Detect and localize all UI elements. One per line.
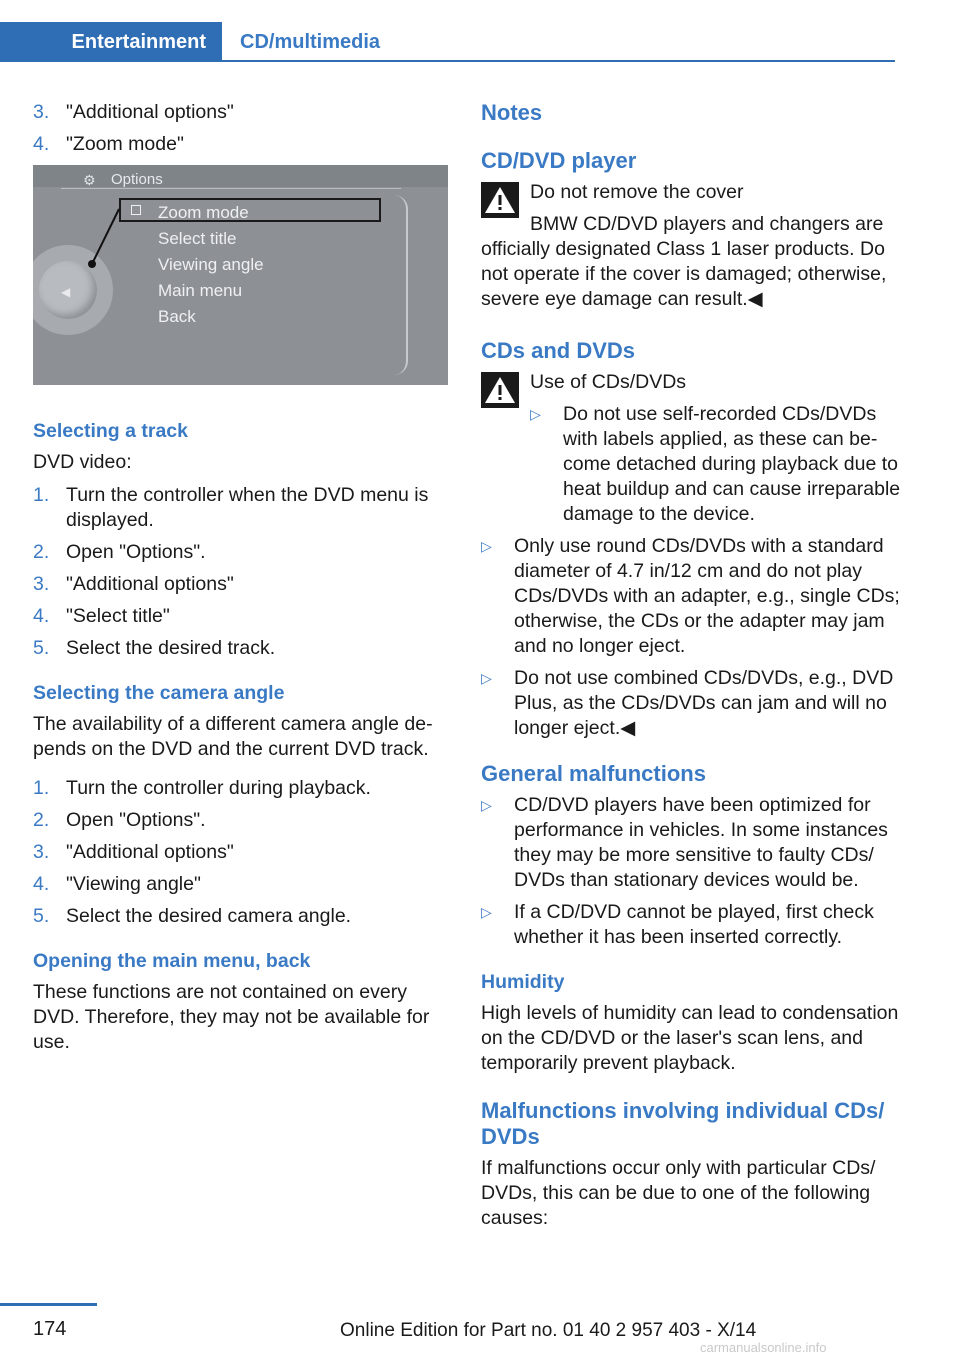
- step-item: [33, 540, 448, 565]
- step-text: Open "Options".: [66, 809, 206, 831]
- step-item: [33, 132, 448, 157]
- step-item: [33, 904, 448, 929]
- bullet-item: [481, 793, 901, 893]
- warning-triangle-icon: [481, 372, 519, 408]
- warning-block-cds: [481, 370, 901, 527]
- step-number: 5.: [33, 905, 50, 927]
- step-number: 5.: [33, 637, 50, 659]
- options-menu-screenshot: [33, 165, 448, 385]
- step-number: 2.: [33, 809, 50, 831]
- heading-individual-malfunctions: Malfunctions involving individual CDs/ DVDs: [481, 1098, 885, 1149]
- step-number: 1.: [33, 777, 50, 799]
- step-number: 1.: [33, 484, 50, 506]
- menu-item-back: Back: [158, 307, 196, 326]
- step-number: 2.: [33, 541, 50, 563]
- bullet-item: [481, 900, 901, 950]
- warning-triangle-icon: [481, 182, 519, 218]
- step-item: [33, 840, 448, 865]
- bullet-text: CD/DVD players have been optimized for performance in vehicles. In some instances they may be more sensitive to faulty CDs/ DVDs than stationary devices would be.: [514, 794, 888, 891]
- bullet-text: Do not use combined CDs/DVDs, e.g., DVD Plus, as the CDs/DVDs can jam and will no longer eject.◀: [514, 667, 894, 739]
- bullet-text: Do not use self-recorded CDs/DVDs with labels applied, as these can become detached during playback due to heat buildup and can cause irreparable damage to the device.: [563, 403, 901, 525]
- heading-cds-dvds: CDs and DVDs: [481, 338, 636, 363]
- step-item: [33, 572, 448, 597]
- step-text: "Additional options": [66, 841, 234, 863]
- bullet-arrow-icon: ▷: [481, 538, 492, 554]
- individual-malfunctions-text: If malfunctions occur only with particular CDs/ DVDs, this can be due to one of the following causes:: [481, 1157, 876, 1229]
- step-number: 3.: [33, 573, 50, 595]
- heading-general-malfunctions: General malfunctions: [481, 761, 706, 786]
- step-text: Turn the controller when the DVD menu is displayed.: [66, 484, 429, 531]
- section-tab-entertainment: Entertainment: [0, 22, 222, 62]
- header-rule: [0, 60, 895, 62]
- menu-item-main-menu: Main menu: [158, 281, 243, 300]
- warning-block-cover: [481, 180, 901, 312]
- menu-item-viewing-angle: Viewing angle: [158, 255, 264, 274]
- bullet-item: [481, 534, 901, 659]
- step-text: Open "Options".: [66, 541, 206, 563]
- main-menu-text: These functions are not contained on every DVD. Therefore, they may not be available for use.: [33, 981, 430, 1053]
- heading-cd-dvd-player: CD/DVD player: [481, 148, 637, 173]
- menu-item-select-title: Select title: [158, 229, 237, 248]
- warning-heading: Do not remove the cover: [530, 181, 744, 203]
- bullet-item: [530, 402, 901, 527]
- step-item: [33, 604, 448, 629]
- footer-rule: [0, 1303, 97, 1306]
- watermark: carmanualsonline.info: [700, 1340, 827, 1355]
- step-number: 3.: [33, 841, 50, 863]
- bullet-arrow-icon: ▷: [481, 797, 492, 813]
- step-text: "Zoom mode": [66, 133, 184, 155]
- warning-heading: Use of CDs/DVDs: [530, 371, 687, 393]
- callout-dot: [88, 260, 96, 268]
- edition-info: Online Edition for Part no. 01 40 2 957 403 - X/14: [340, 1320, 757, 1341]
- step-item: [33, 776, 448, 801]
- screen-title: Options: [111, 171, 163, 188]
- step-item: [33, 636, 448, 661]
- step-text: "Additional options": [66, 573, 234, 595]
- heading-notes: Notes: [481, 100, 543, 125]
- step-text: Select the desired camera angle.: [66, 905, 352, 927]
- heading-camera-angle: Selecting the camera angle: [33, 682, 285, 704]
- step-item: [33, 483, 448, 533]
- bullet-text: If a CD/DVD cannot be played, first check whether it has been inserted correctly.: [514, 901, 874, 948]
- bullet-item: [481, 666, 901, 741]
- section-tab-cd-multimedia: CD/multimedia: [240, 31, 381, 53]
- heading-humidity: Humidity: [481, 971, 565, 993]
- step-number: 3.: [33, 101, 50, 123]
- bullet-arrow-icon: ▷: [481, 904, 492, 920]
- right-column: [481, 100, 901, 1243]
- warning-text: BMW CD/DVD players and changers are officially designated Class 1 laser products. Do not operate if the cover is damaged; otherwise, severe eye damage can result.◀: [481, 213, 887, 310]
- left-arrow-icon: ◀: [61, 285, 71, 299]
- angle-intro: The availability of a different camera angle depends on the DVD and the current DVD track.: [33, 713, 433, 760]
- step-number: 4.: [33, 605, 50, 627]
- step-text: "Select title": [66, 605, 170, 627]
- humidity-text: High levels of humidity can lead to condensation on the CD/DVD or the laser's scan lens, and temporarily prevent playback.: [481, 1002, 899, 1074]
- step-text: "Viewing angle": [66, 873, 201, 895]
- bullet-arrow-icon: ▷: [530, 406, 541, 422]
- step-text: Turn the controller during playback.: [66, 777, 371, 799]
- step-item: [33, 100, 448, 125]
- left-column: [33, 100, 448, 1067]
- step-item: [33, 808, 448, 833]
- page-number: 174: [33, 1318, 67, 1340]
- step-number: 4.: [33, 133, 50, 155]
- step-text: Select the desired track.: [66, 637, 276, 659]
- callout-leader-line: [33, 165, 448, 385]
- step-number: 4.: [33, 873, 50, 895]
- page-header: [0, 0, 960, 64]
- bullet-text: Only use round CDs/DVDs with a standard diameter of 4.7 in/12 cm and do not play CDs/DVDs with an adapter, e.g., single CDs; otherwise, the CDs or the adapter may jam and no longer eject.: [514, 535, 900, 657]
- menu-item-zoom-mode: Zoom mode: [158, 203, 249, 222]
- heading-selecting-track: Selecting a track: [33, 420, 188, 442]
- options-gear-icon: ⚙: [83, 172, 96, 188]
- step-item: [33, 872, 448, 897]
- step-text: "Additional options": [66, 101, 234, 123]
- bullet-arrow-icon: ▷: [481, 670, 492, 686]
- track-intro: DVD video:: [33, 451, 132, 473]
- heading-main-menu-back: Opening the main menu, back: [33, 950, 311, 972]
